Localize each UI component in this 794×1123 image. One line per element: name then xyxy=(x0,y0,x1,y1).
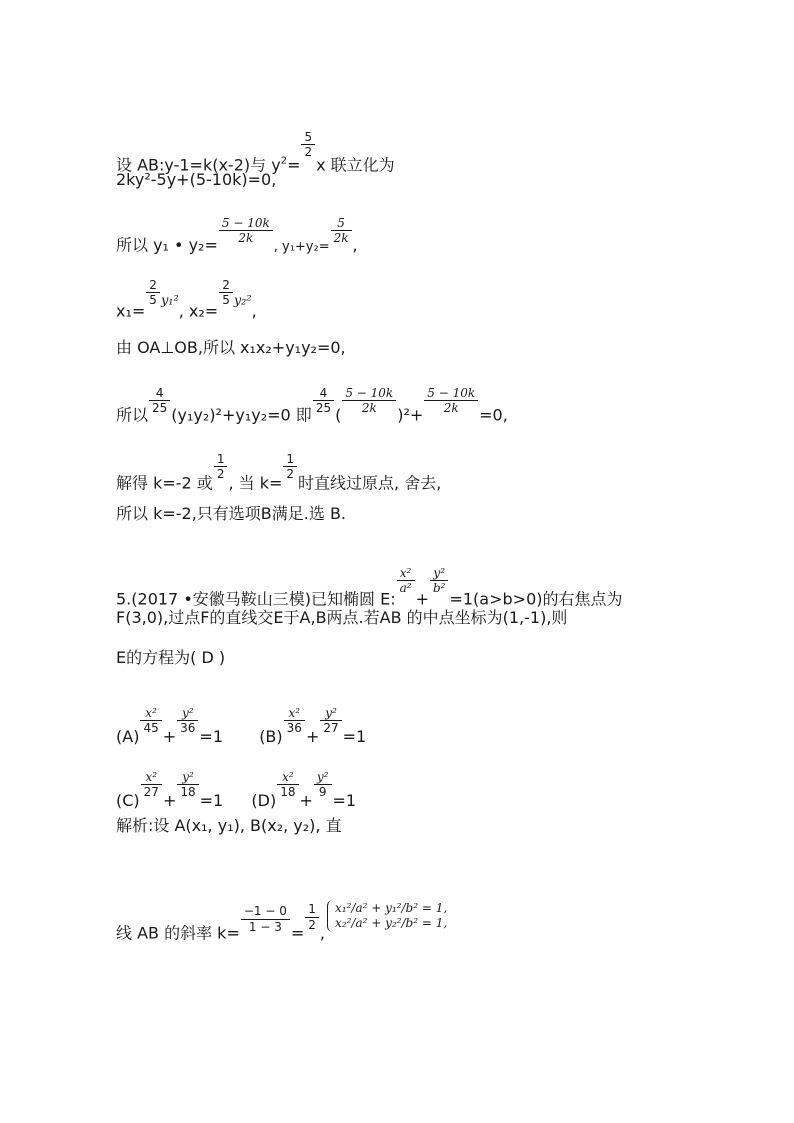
option-d: (D) $\frac{\text{x²}}{18}$ + $\frac{\text{y²}}{9}$ =1 xyxy=(251,770,357,811)
option-a: (A) $\frac{\text{x²}}{45}$ + $\frac{\text{y²}}{36}$ =1 xyxy=(116,706,223,747)
solution-line-5: 由 OA⊥OB,所以 x₁x₂+y₁y₂=0, xyxy=(116,338,346,357)
question-5-line-1: 5.(2017 •安徽马鞍山三模)已知椭圆 E: $\frac{\text{x²}}{\text{a²}}$ + $\frac{\text{y²}}{\text{b²}}$ =1(a>b>0)的右焦点为 xyxy=(116,566,623,609)
solution-line-8: 所以 k=-2,只有选项B满足.选 B. xyxy=(116,504,347,523)
options-row-2 xyxy=(116,770,356,809)
question-5-line-3: E的方程为( D ) xyxy=(116,648,226,667)
solution-line-3: 所以 y₁ • y₂= $\frac{5 - 10k}{2k}$ , y₁+y₂= $\frac{5}{2k}$ , xyxy=(116,216,358,255)
question-5-line-2: F(3,0),过点F的直线交E于A,B两点.若AB 的中点坐标为(1,-1),则 xyxy=(116,608,568,627)
solution-line-1: 设 AB:y-1=k(x-2)与 $y^2=$ $\frac{5}{2}$ x 联立化为 xyxy=(116,130,395,175)
analysis-line-1: 解析:设 A(x₁, y₁), B(x₂, y₂), 直 xyxy=(116,816,342,835)
option-c: (C) $\frac{\text{x²}}{27}$ + $\frac{\text{y²}}{18}$ =1 xyxy=(116,770,224,811)
solution-line-7: 解得 k=-2 或 $\frac{1}{2}$ , 当 k= $\frac{1}{2}$ 时直线过原点, 舍去, xyxy=(116,452,442,493)
analysis-line-2: 线 AB 的斜率 k= $\frac{-1 - 0}{1 - 3}$ = $\frac{1}{2}$ , x₁²/a² + y₁²/b² = 1, x₂²/a² + y₂²/b² = 1, xyxy=(116,901,448,943)
solution-line-2: 2ky²-5y+(5-10k)=0, xyxy=(116,170,277,189)
equation-system: x₁²/a² + y₁²/b² = 1, x₂²/a² + y₂²/b² = 1, xyxy=(327,900,447,932)
solution-line-4: x₁= $\frac{2}{5}$ $^{y_1^2}$, x₂= $\frac{2}{5}$ $^{y_2^2}$, xyxy=(116,278,257,321)
option-b: (B) $\frac{\text{x²}}{36}$ + $\frac{\text{y²}}{27}$ =1 xyxy=(259,706,367,747)
solution-line-6: 所以 $\frac{4}{25}$ (y₁y₂)²+y₁y₂=0 即 $\frac{4}{25}$ ( $\frac{5 - 10k}{2k}$ )²+ $\frac{5 - 10k}{2k}$ =0, xyxy=(116,386,508,425)
options-row-1 xyxy=(116,706,366,745)
